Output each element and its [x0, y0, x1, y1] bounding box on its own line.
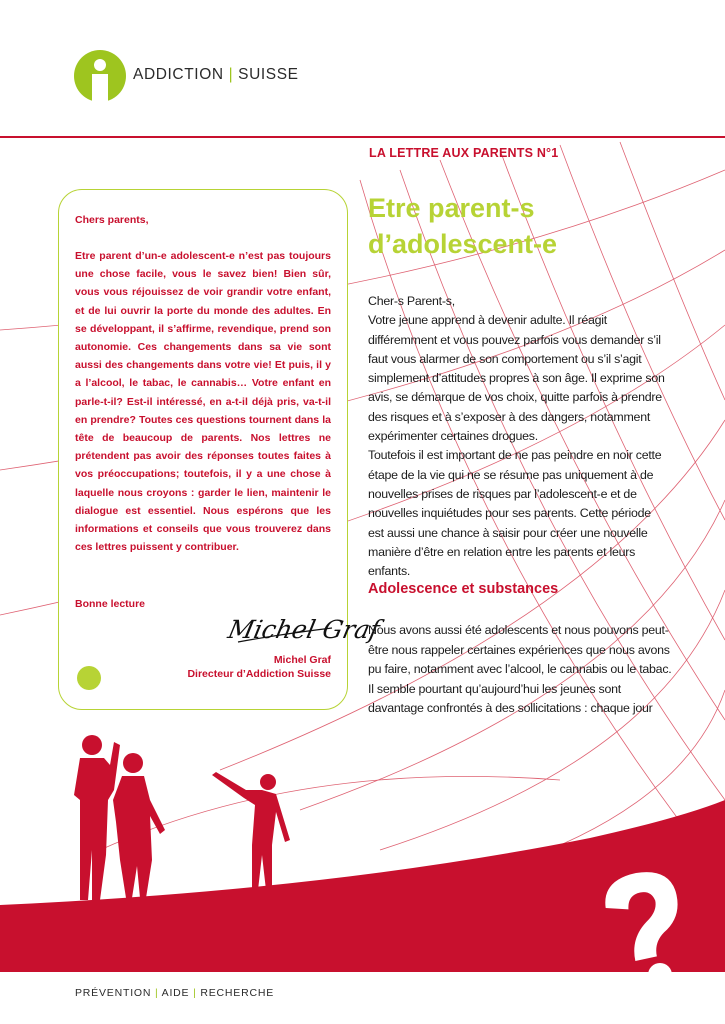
footer-item-prevention: PRÉVENTION: [75, 987, 152, 999]
signature-text: Michel Graf: [225, 615, 383, 644]
footer-separator-1: |: [154, 987, 159, 999]
article-paragraph-1: Votre jeune apprend à devenir adulte. Il réagit différemment et vous pouvez parfois vous demander s’il faut vous alarmer de son comportement ou s’il s’agit simplement d’attitudes propres à son âge. Il exprime son avis, se démarque de vos choix, quitte parfois à prendre des risques et à s’exposer à des dangers, notamment expérimenter certaines drogues.: [368, 313, 665, 444]
letter-closing: Bonne lecture: [75, 598, 146, 610]
family-silhouettes: [74, 735, 290, 900]
signature-graphic: [225, 604, 383, 654]
article-body: [368, 292, 668, 581]
letter-body: Etre parent d’un-e adolescent-e n’est pas toujours une chose facile, vous le savez bien! Bien sûr, vous vous réjouissez de voir grandir votre enfant, et de lui ouvrir la porte du monde des adultes. En se développant, il s’affirme, revendique, prend son autonomie. Ces changements dans sa vie sont aussi des changements dans votre vie! Et puis, il y a l’alcool, le tabac, le cannabis… Votre enfant en parle-t-il? Est-il intéressé, en a-t-il déjà pris, va-t-il en prendre? Toutes ces questions tournent dans la tête de beaucoup de parents. Nos lettres ne prétendent pas avoir des réponses toutes faites à vos préoccupations; toutefois, il y a une chose à laquelle nous croyons : garder le lien, maintenir le dialogue est essentiel. Nous espérons que les informations et conseils que vous trouverez dans ces lettres puissent y contribuer.: [75, 250, 331, 554]
brand-separator: |: [228, 66, 234, 83]
article-title: [368, 190, 557, 262]
header-rule: [0, 136, 725, 138]
green-dot-decoration: [77, 666, 101, 690]
brand-name-part1: ADDICTION: [133, 66, 224, 83]
article-paragraph-2: Toutefois il est important de ne pas peindre en noir cette étape de la vie qui ne se résume pas uniquement à de nouvelles prises de risques par l’adolescent-e et de nouvelles inquiétudes pour ses parents. Cette période est aussi une chance à saisir pour créer une nouvelle manière d’être en relation entre les parents et leurs enfants.: [368, 448, 662, 579]
footer-tagline: [75, 987, 274, 999]
brand-name: [133, 66, 299, 84]
article-title-line2: d’adolescent-e: [368, 229, 558, 259]
article-title-line1: Etre parent-s: [368, 193, 535, 223]
footer-item-aide: AIDE: [161, 987, 190, 999]
series-title: LA LETTRE AUX PARENTS N°1: [369, 146, 559, 160]
letter-greeting: Chers parents,: [75, 214, 149, 226]
footer-separator-2: |: [193, 987, 197, 999]
section-heading: Adolescence et substances: [368, 581, 559, 597]
addiction-suisse-logo-icon: [74, 50, 126, 102]
brand-name-part2: SUISSE: [238, 66, 299, 83]
footer-item-recherche: RECHERCHE: [200, 987, 275, 999]
section-paragraph: Nous avons aussi été adolescents et nous pouvons peut-être nous rappeler certaines expériences que nous avons pu faire, notamment avec l’alcool, le cannabis ou le tabac. Il semble pourtant qu’aujourd’hui les jeunes sont davantage confrontés à des sollicitations : chaque jour: [368, 623, 672, 715]
signer-name: Michel Graf: [273, 654, 331, 666]
article-salutation: Cher-s Parent-s,: [368, 294, 455, 308]
signer-role: Directeur d’Addiction Suisse: [187, 668, 331, 680]
